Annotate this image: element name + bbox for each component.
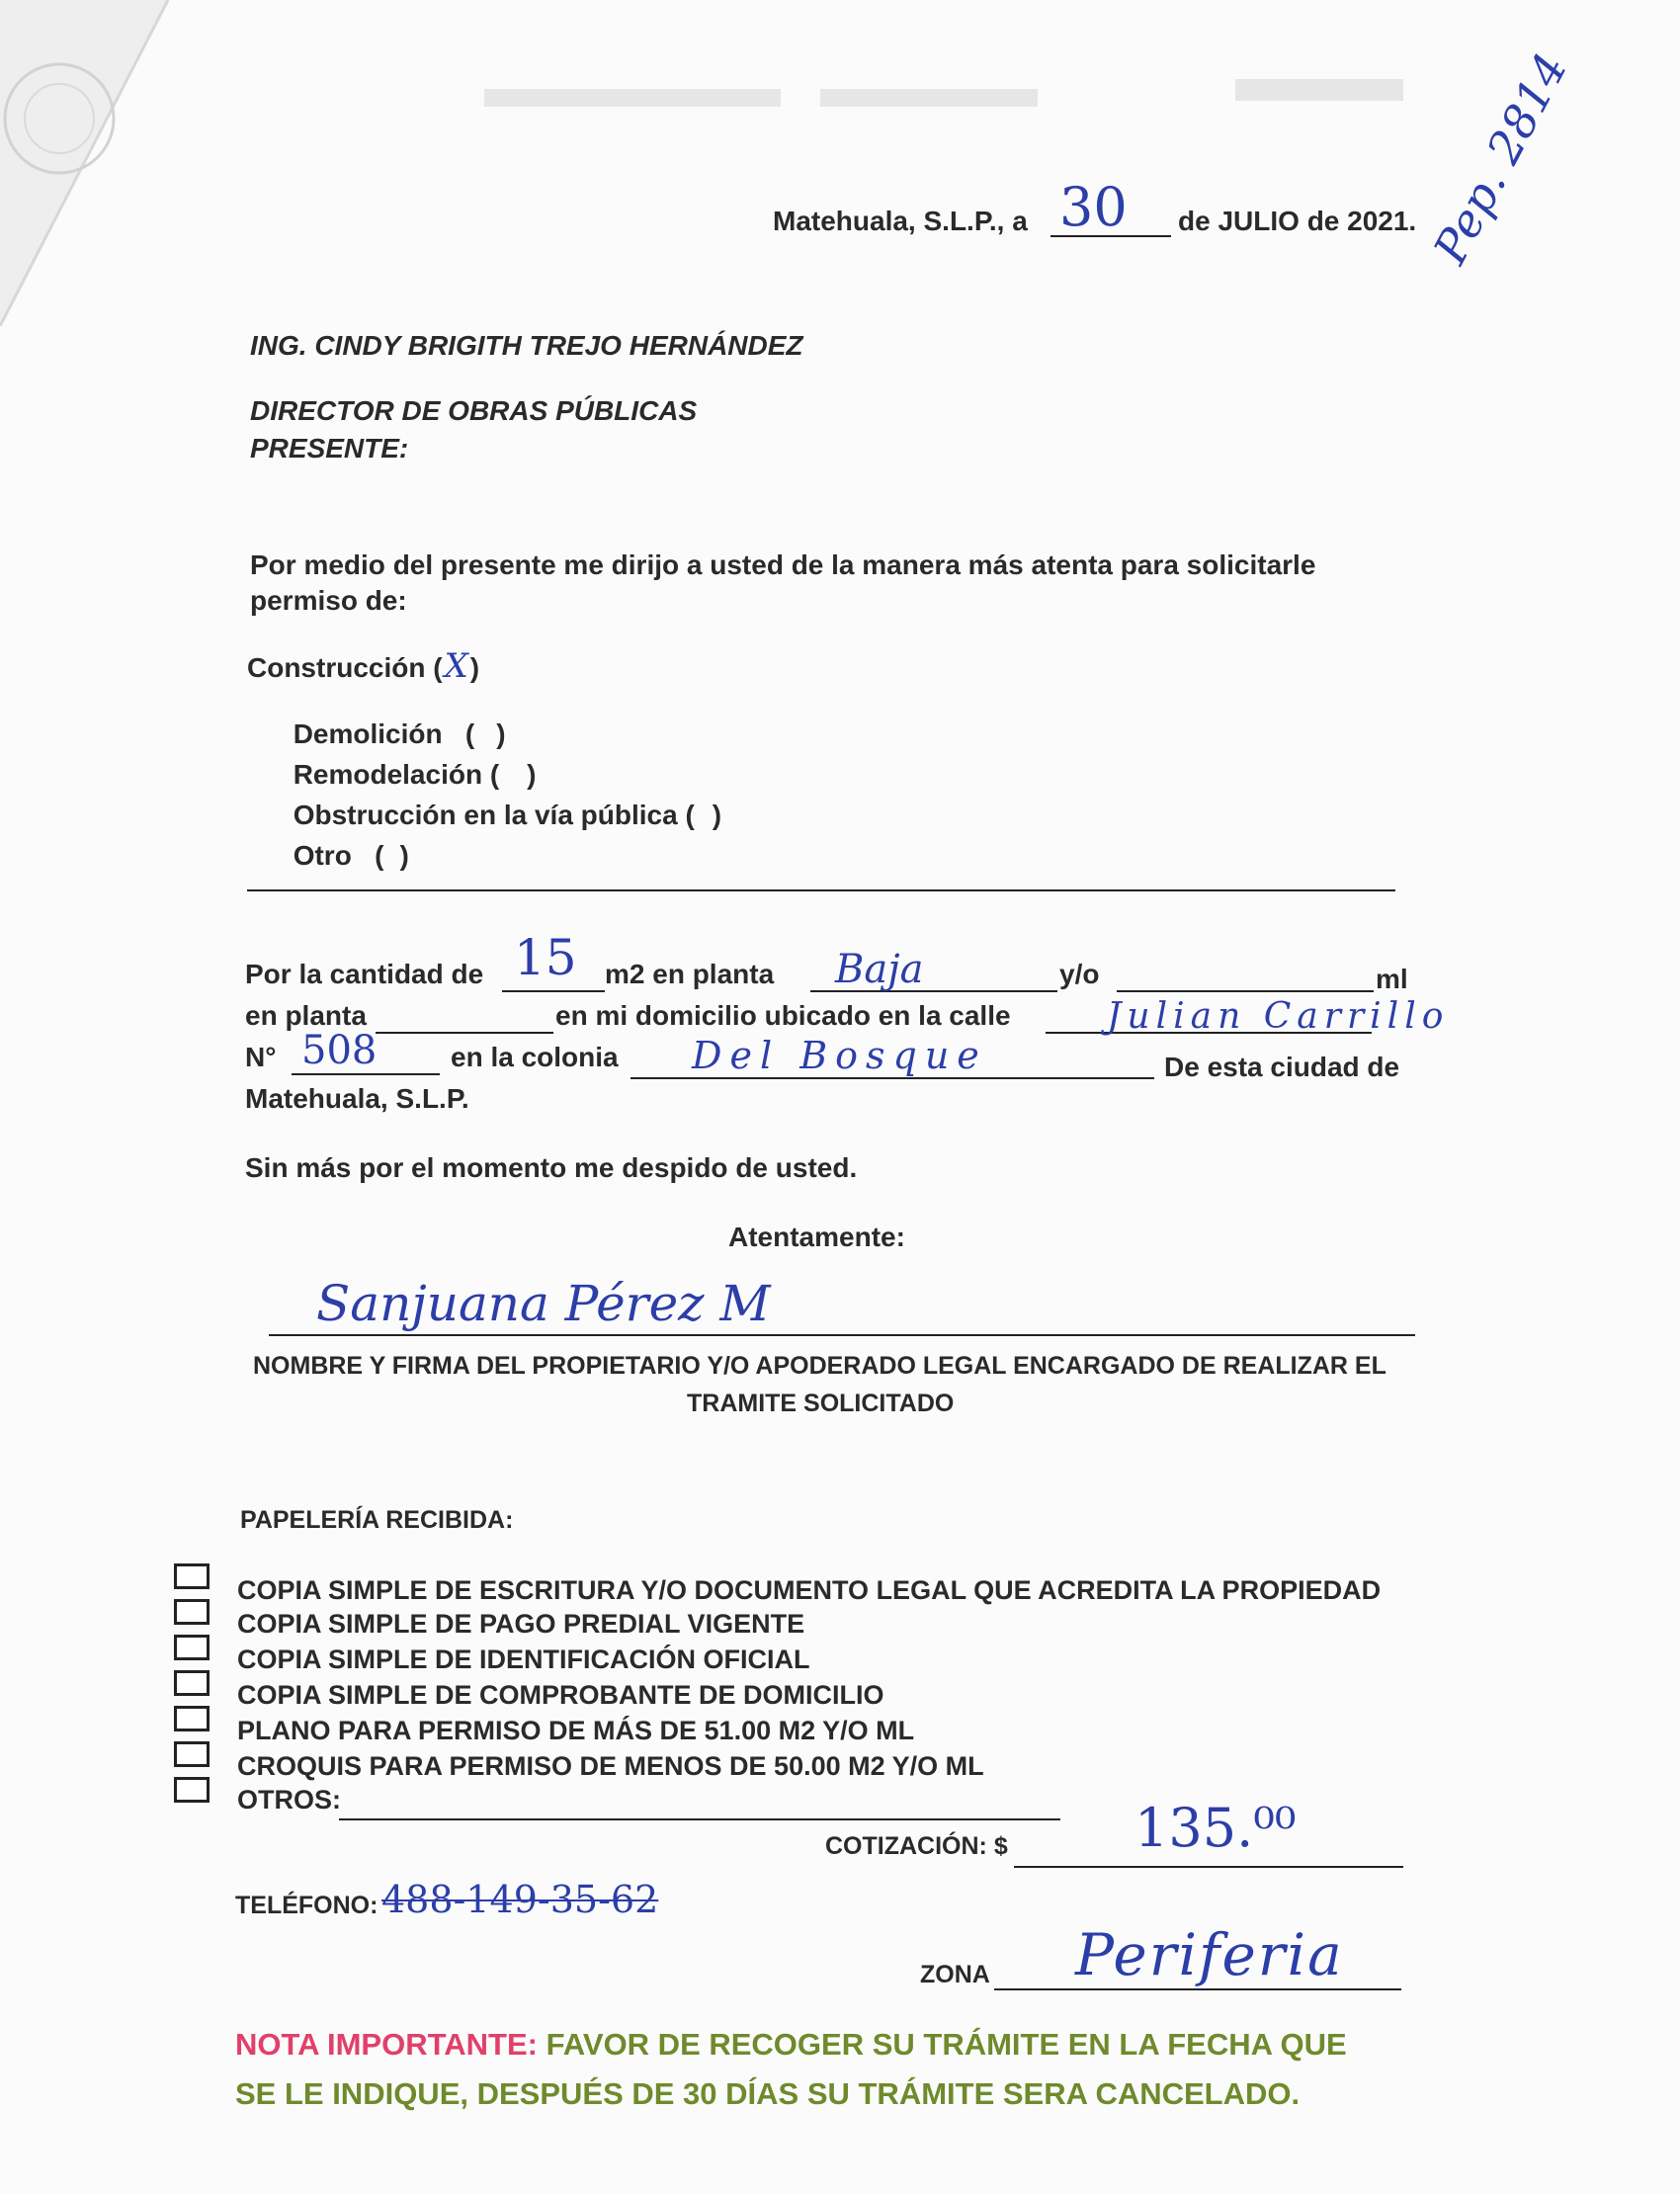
checklist-item: PLANO PARA PERMISO DE MÁS DE 51.00 M2 Y/O ML (237, 1716, 915, 1745)
cantidad-underline (502, 990, 605, 992)
day-value: 30 (1059, 176, 1128, 238)
date-suffix: de JULIO de 2021. (1178, 206, 1417, 236)
ml-underline (1117, 990, 1374, 992)
numero-value: 508 (301, 1028, 378, 1073)
calle-value: Julian Carrillo (1107, 996, 1450, 1037)
checkbox-predial[interactable] (174, 1599, 210, 1625)
numero-underline (292, 1073, 440, 1075)
cantidad-value: 15 (514, 929, 577, 986)
checkbox-comprobante[interactable] (174, 1670, 210, 1696)
checkbox-plano[interactable] (174, 1706, 210, 1731)
despedida-text: Sin más por el momento me despido de usted. (245, 1152, 858, 1183)
permit-option-demolicion[interactable]: Demolición ( ) (293, 718, 506, 749)
permit-mark: X (444, 646, 468, 686)
ciudad-label: De esta ciudad de (1164, 1052, 1400, 1082)
otros-underline (339, 1818, 1060, 1820)
colonia-label: en la colonia (451, 1042, 619, 1072)
permit-option-otro[interactable]: Otro ( ) (293, 840, 409, 871)
numero-label: N° (245, 1042, 277, 1072)
nota-lead: NOTA IMPORTANTE: (235, 2027, 538, 2062)
checklist-item: CROQUIS PARA PERMISO DE MENOS DE 50.00 M2 Y/O ML (237, 1751, 984, 1781)
en-planta-label: en planta (245, 1000, 367, 1031)
margin-note: Pep. 2814 (1423, 44, 1578, 273)
m2-label: m2 en planta (605, 959, 775, 989)
telefono-value: 488-149-35-62 (381, 1878, 659, 1921)
ml-label: ml (1376, 964, 1408, 994)
checkbox-escritura[interactable] (174, 1563, 210, 1589)
telefono-label: TELÉFONO: (235, 1892, 378, 1919)
nota-importante (235, 2020, 1347, 2119)
cantidad-label: Por la cantidad de (245, 959, 484, 989)
checklist-item: COPIA SIMPLE DE ESCRITURA Y/O DOCUMENTO LEGAL QUE ACREDITA LA PROPIEDAD (237, 1575, 1382, 1605)
letterhead-watermark (168, 59, 1552, 148)
recipient-name: ING. CINDY BRIGITH TREJO HERNÁNDEZ (250, 330, 803, 361)
zona-value: Periferia (1075, 1921, 1344, 1988)
atentamente-text: Atentamente: (728, 1222, 905, 1252)
intro-line-1: Por medio del presente me dirijo a usted de la manera más atenta para solicitarle (250, 549, 1316, 580)
checklist-item: COPIA SIMPLE DE PAGO PREDIAL VIGENTE (237, 1609, 805, 1639)
signature-caption-line-1: NOMBRE Y FIRMA DEL PROPIETARIO Y/O APODERADO LEGAL ENCARGADO DE REALIZAR EL (253, 1352, 1386, 1380)
recipient-title: DIRECTOR DE OBRAS PÚBLICAS (250, 395, 698, 426)
permit-option-obstruccion[interactable]: Obstrucción en la vía pública ( ) (293, 800, 722, 830)
checklist-item: COPIA SIMPLE DE COMPROBANTE DE DOMICILIO (237, 1680, 884, 1710)
cotizacion-label: COTIZACIÓN: $ (825, 1832, 1008, 1860)
papeleria-title: PAPELERÍA RECIBIDA: (240, 1506, 514, 1534)
ciudad-value: Matehuala, S.L.P. (245, 1083, 469, 1114)
recipient-presente: PRESENTE: (250, 433, 409, 464)
checklist-item: COPIA SIMPLE DE IDENTIFICACIÓN OFICIAL (237, 1645, 810, 1674)
intro-line-2: permiso de: (250, 585, 407, 616)
yo-label: y/o (1059, 959, 1100, 989)
zona-underline (994, 1988, 1401, 1990)
date-prefix: Matehuala, S.L.P., a (773, 206, 1028, 236)
en-planta-underline (376, 1032, 553, 1034)
domicilio-label: en mi domicilio ubicado en la calle (555, 1000, 1011, 1031)
nota-line-1: FAVOR DE RECOGER SU TRÁMITE EN LA FECHA QUE (546, 2027, 1347, 2062)
checklist-item: OTROS: (237, 1785, 341, 1814)
checkbox-croquis[interactable] (174, 1741, 210, 1767)
signature: Sanjuana Pérez M (316, 1275, 771, 1332)
permit-option-construccion[interactable]: Construcción (X) (247, 646, 480, 686)
checkbox-identificacion[interactable] (174, 1635, 210, 1660)
colonia-value: Del Bosque (692, 1034, 987, 1077)
seal-watermark (0, 0, 227, 326)
signature-caption-line-2: TRAMITE SOLICITADO (687, 1390, 955, 1417)
permit-other-line (247, 889, 1395, 891)
cotizacion-underline (1014, 1866, 1403, 1868)
colonia-underline (630, 1077, 1154, 1079)
planta-value: Baja (835, 947, 924, 992)
nota-line-2: SE LE INDIQUE, DESPUÉS DE 30 DÍAS SU TRÁMITE SERA CANCELADO. (235, 2076, 1301, 2111)
permit-option-remodelacion[interactable]: Remodelación ( ) (293, 759, 537, 790)
zona-label: ZONA (920, 1961, 990, 1988)
signature-line (269, 1334, 1415, 1336)
checkbox-otros[interactable] (174, 1777, 210, 1803)
cotizacion-value: 135.⁰⁰ (1134, 1797, 1297, 1859)
